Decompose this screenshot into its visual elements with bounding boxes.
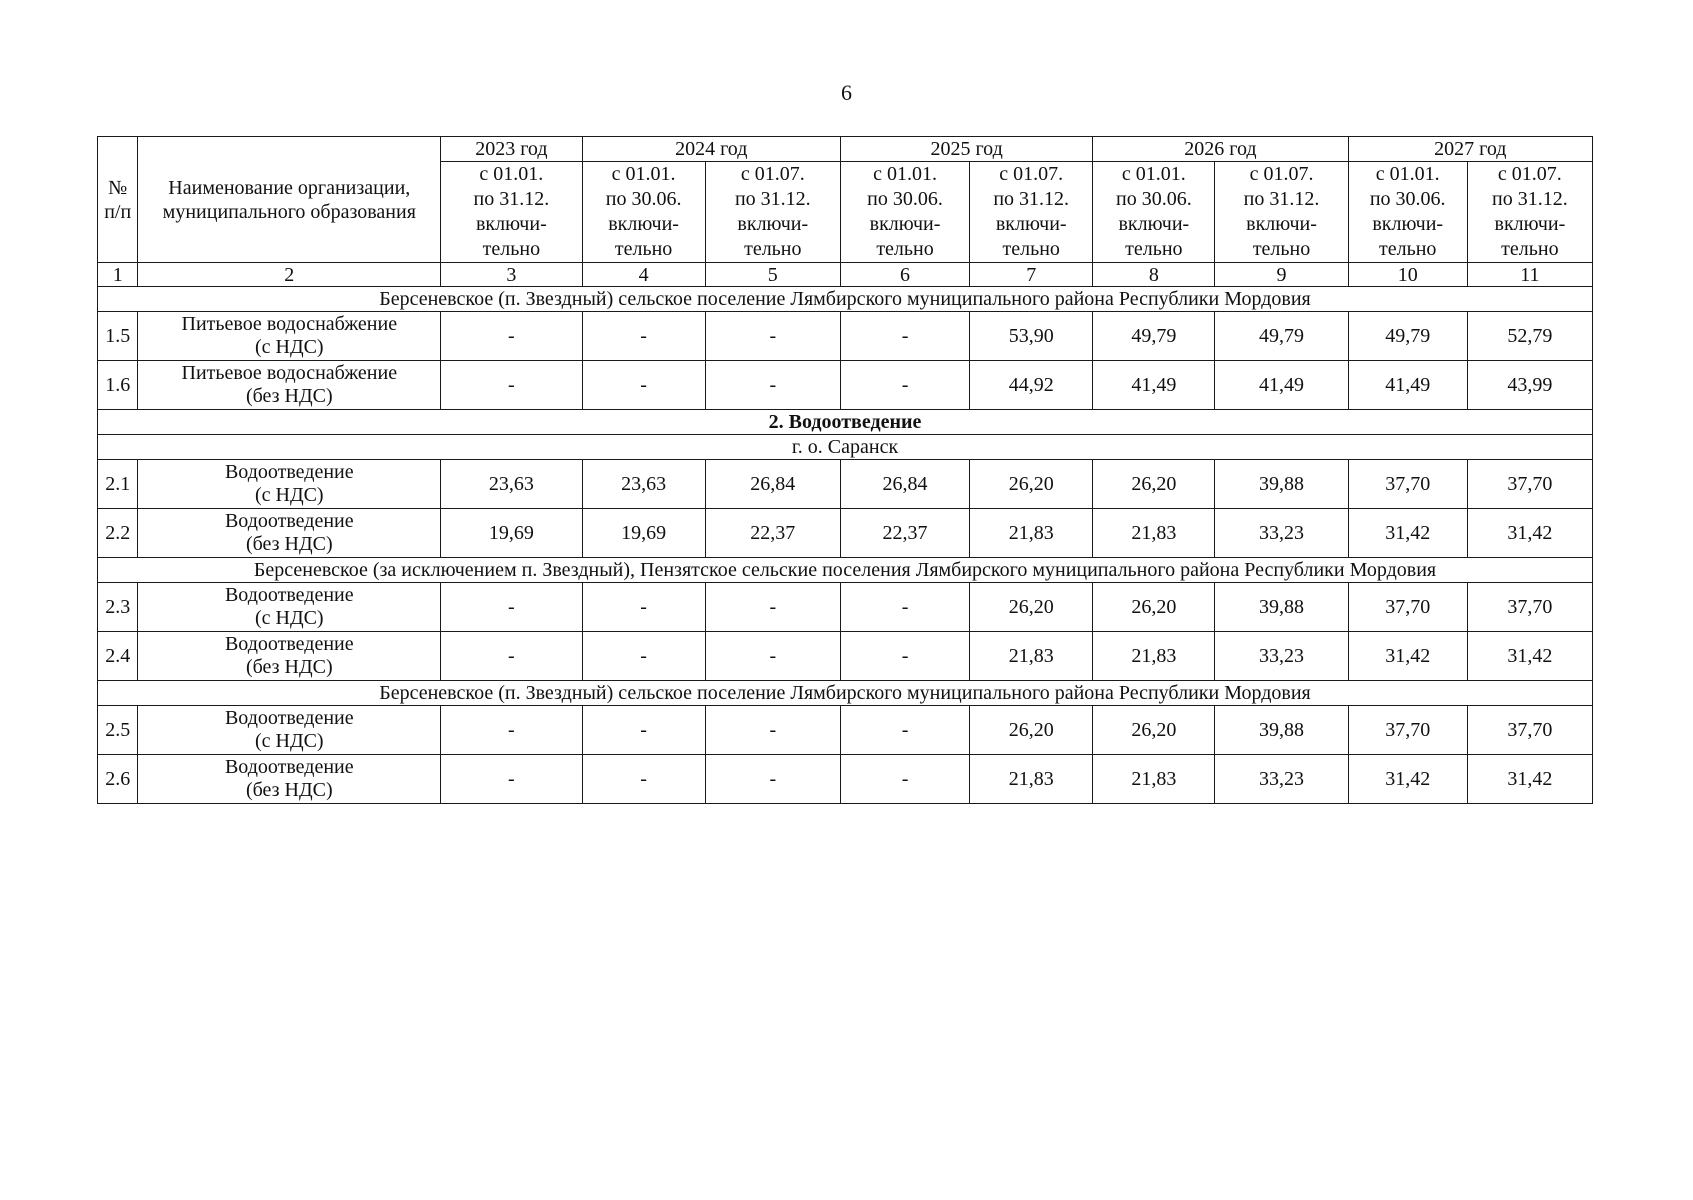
tariff-value-cell: 39,88 [1215,583,1348,632]
tariff-value-cell: 26,20 [970,706,1093,755]
header-period-line: по 31.12. [473,188,550,210]
column-number-cell: 9 [1215,263,1348,287]
header-num-label-1: № [108,176,128,199]
tariff-value-cell: 22,37 [705,509,840,558]
table-row [98,583,1593,632]
group-heading: Берсеневское (за исключением п. Звездный), Пензятское сельские поселения Лямбирского муниципального района Республики Мордовия [98,558,1593,583]
column-number-cell: 8 [1093,263,1215,287]
header-num-label-2: п/п [104,200,132,223]
header-period-line: с 01.07. [999,163,1064,185]
header-period-line: тельно [1501,238,1559,260]
tariff-value-cell: - [705,706,840,755]
row-number: 2.3 [98,583,138,632]
tariff-value-cell: 31,42 [1467,755,1592,804]
header-period-line: включи- [1372,213,1444,235]
tariff-value-cell: 26,84 [705,460,840,509]
tariff-value-cell: - [705,583,840,632]
header-period-line: тельно [1252,238,1311,260]
group-heading-row [98,287,1593,312]
header-period-line: по 30.06. [1115,188,1192,210]
header-period-line: тельно [1002,238,1060,260]
header-period-line: включи- [737,213,809,235]
tariff-value-cell: 37,70 [1467,460,1592,509]
tariff-value-cell: - [441,361,582,410]
header-period-line: тельно [614,238,673,260]
tariff-value-cell: - [582,632,705,681]
section-heading-row [98,410,1593,435]
tariff-value-cell: - [441,312,582,361]
tariff-value-cell: - [705,755,840,804]
tariff-value-cell: 21,83 [1093,632,1215,681]
tariff-value-cell: 33,23 [1215,755,1348,804]
row-name-line-2: (с НДС) [254,484,324,506]
row-name-cell [138,509,441,558]
tariff-value-cell: 31,42 [1348,509,1467,558]
header-period-line: включи- [869,213,941,235]
tariff-value-cell: 39,88 [1215,706,1348,755]
header-period-line: с 01.01. [873,163,937,185]
header-name-label-2: муниципального образования [162,200,416,223]
group-heading: г. о. Саранск [98,435,1593,460]
header-period-line: по 30.06. [867,188,943,210]
tariff-value-cell: 37,70 [1348,706,1467,755]
tariff-value-cell: - [441,706,582,755]
row-name-line-1: Питьевое водоснабжение [181,362,398,384]
header-period-line: с 01.01. [1121,163,1186,185]
tariff-value-cell: 21,83 [970,632,1093,681]
tariff-value-cell: 53,90 [970,312,1093,361]
tariff-value-cell: - [582,361,705,410]
tariff-value-cell: - [705,361,840,410]
header-years-row [98,137,1593,162]
tariff-value-cell: 31,42 [1348,755,1467,804]
tariff-value-cell: 31,42 [1348,632,1467,681]
row-number: 2.5 [98,706,138,755]
tariff-value-cell: 31,42 [1467,509,1592,558]
tariff-value-cell: 26,20 [1093,706,1215,755]
header-period-cell [840,162,969,263]
row-name-line-1: Питьевое водоснабжение [181,313,398,335]
tariff-value-cell: - [441,755,582,804]
header-period-cell [441,162,582,263]
row-number: 1.6 [98,361,138,410]
row-name-cell [138,361,441,410]
header-period-line: с 01.07. [1249,163,1314,185]
header-period-line: с 01.01. [479,163,544,185]
header-name-cell [138,137,441,263]
tariff-value-cell: - [840,583,969,632]
header-period-line: по 31.12. [1492,188,1568,210]
group-heading-row [98,558,1593,583]
header-period-cell [1093,162,1215,263]
tariff-value-cell: 21,83 [1093,755,1215,804]
header-period-line: включи- [995,213,1067,235]
header-period-cell [970,162,1093,263]
row-name-cell [138,583,441,632]
row-number: 2.6 [98,755,138,804]
header-period-cell [1348,162,1467,263]
header-period-line: включи- [1118,213,1190,235]
row-name-cell [138,755,441,804]
tariff-value-cell: 26,20 [970,460,1093,509]
header-year-2026: 2026 год [1093,137,1348,162]
row-name-line-1: Водоотведение [224,707,354,729]
header-period-line: тельно [1125,238,1183,260]
tariff-value-cell: - [705,632,840,681]
group-heading: Берсеневское (п. Звездный) сельское поселение Лямбирского муниципального района Республики Мордовия [98,681,1593,706]
header-period-line: включи- [1246,213,1317,235]
row-name-cell [138,460,441,509]
tariff-value-cell: 19,69 [582,509,705,558]
tariff-value-cell: - [582,312,705,361]
page-number: 6 [841,80,852,105]
header-period-line: по 30.06. [605,188,682,210]
row-number: 1.5 [98,312,138,361]
tariff-value-cell: 19,69 [441,509,582,558]
header-num-cell [98,137,138,263]
header-period-cell [705,162,840,263]
row-name-line-1: Водоотведение [224,510,354,532]
header-period-line: тельно [482,238,541,260]
tariff-value-cell: - [441,632,582,681]
header-period-line: включи- [1494,213,1566,235]
group-heading-row [98,435,1593,460]
column-number-cell: 10 [1348,263,1467,287]
tariff-value-cell: 52,79 [1467,312,1592,361]
table-row [98,509,1593,558]
table-row [98,706,1593,755]
tariff-value-cell: 37,70 [1348,583,1467,632]
tariff-value-cell: 49,79 [1348,312,1467,361]
row-name-line-1: Водоотведение [224,461,354,483]
column-number-cell: 1 [98,263,138,287]
tariff-value-cell: 49,79 [1093,312,1215,361]
column-number-cell: 11 [1467,263,1592,287]
row-name-line-1: Водоотведение [224,756,354,778]
table-row [98,312,1593,361]
table-row [98,632,1593,681]
column-number-cell: 6 [840,263,969,287]
row-number: 2.4 [98,632,138,681]
table-row [98,460,1593,509]
header-period-line: с 01.07. [1497,163,1562,185]
tariff-value-cell: 23,63 [441,460,582,509]
row-name-line-1: Водоотведение [224,584,354,606]
section-heading: 2. Водоотведение [98,410,1593,435]
row-name-cell [138,632,441,681]
header-period-line: с 01.01. [1375,163,1440,185]
header-name-label-1: Наименование организации, [168,176,411,199]
row-name-line-2: (без НДС) [245,385,333,407]
header-period-cell [1215,162,1348,263]
tariff-value-cell: - [840,755,969,804]
tariff-value-cell: 23,63 [582,460,705,509]
tariff-value-cell: 37,70 [1348,460,1467,509]
column-number-cell: 4 [582,263,705,287]
row-number: 2.2 [98,509,138,558]
tariff-value-cell: 41,49 [1215,361,1348,410]
column-number-cell: 5 [705,263,840,287]
header-period-line: по 30.06. [1369,188,1446,210]
row-name-line-2: (без НДС) [245,779,333,801]
header-year-2025: 2025 год [840,137,1092,162]
tariff-value-cell: 43,99 [1467,361,1592,410]
row-name-line-2: (с НДС) [254,336,324,358]
group-heading: Берсеневское (п. Звездный) сельское поселение Лямбирского муниципального района Республики Мордовия [98,287,1593,312]
tariff-value-cell: - [441,583,582,632]
header-period-line: тельно [1378,238,1437,260]
header-year-2023: 2023 год [441,137,582,162]
tariff-value-cell: - [840,312,969,361]
column-number-cell: 3 [441,263,582,287]
row-name-line-2: (с НДС) [254,730,324,752]
header-period-line: с 01.07. [740,163,805,185]
row-name-cell [138,312,441,361]
row-name-line-2: (без НДС) [245,656,333,678]
tariff-value-cell: 26,84 [840,460,969,509]
header-period-line: с 01.01. [611,163,676,185]
row-name-line-2: (с НДС) [254,607,324,629]
tariff-value-cell: 41,49 [1348,361,1467,410]
tariff-value-cell: 37,70 [1467,583,1592,632]
tariff-value-cell: 31,42 [1467,632,1592,681]
header-period-cell [582,162,705,263]
header-year-2027: 2027 год [1348,137,1592,162]
tariff-value-cell: 39,88 [1215,460,1348,509]
row-name-line-2: (без НДС) [245,533,333,555]
header-period-line: включи- [475,213,547,235]
tariff-value-cell: - [840,632,969,681]
tariff-value-cell: 44,92 [970,361,1093,410]
header-period-line: тельно [744,238,802,260]
tariff-value-cell: 49,79 [1215,312,1348,361]
tariff-value-cell: 26,20 [970,583,1093,632]
tariff-value-cell: - [582,706,705,755]
tariff-value-cell: 26,20 [1093,583,1215,632]
row-name-line-1: Водоотведение [224,633,354,655]
table-row [98,755,1593,804]
header-period-line: по 31.12. [993,188,1070,210]
tariff-value-cell: - [582,755,705,804]
group-heading-row [98,681,1593,706]
header-period-line: по 31.12. [1243,188,1320,210]
tariff-value-cell: - [582,583,705,632]
tariff-value-cell: 21,83 [1093,509,1215,558]
header-year-2024: 2024 год [582,137,840,162]
header-period-line: по 31.12. [734,188,811,210]
row-number: 2.1 [98,460,138,509]
header-period-line: включи- [608,213,679,235]
header-period-line: тельно [876,238,934,260]
table-row [98,361,1593,410]
tariff-value-cell: - [840,361,969,410]
header-column-numbers-row [98,263,1593,287]
tariff-value-cell: - [840,706,969,755]
row-name-cell [138,706,441,755]
column-number-cell: 2 [138,263,441,287]
header-period-cell [1467,162,1592,263]
tariff-table [97,136,1593,804]
tariff-value-cell: 37,70 [1467,706,1592,755]
tariff-value-cell: 41,49 [1093,361,1215,410]
tariff-value-cell: 33,23 [1215,632,1348,681]
tariff-value-cell: 26,20 [1093,460,1215,509]
tariff-value-cell: 33,23 [1215,509,1348,558]
tariff-value-cell: 21,83 [970,509,1093,558]
tariff-value-cell: - [705,312,840,361]
column-number-cell: 7 [970,263,1093,287]
tariff-value-cell: 21,83 [970,755,1093,804]
tariff-value-cell: 22,37 [840,509,969,558]
